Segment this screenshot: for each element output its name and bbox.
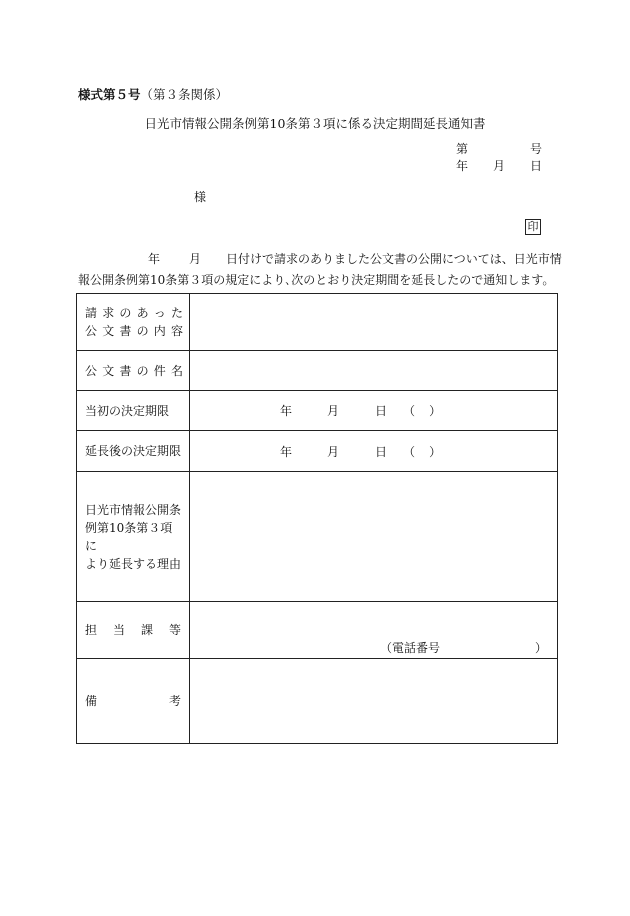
label-document-name: 公 文 書 の 件 名: [77, 351, 190, 391]
row-extended-deadline: [77, 431, 558, 472]
body-text-line-2: 報公開条例第10条第３項の規定により､次のとおり決定期間を延長したので通知します。: [78, 273, 555, 287]
phone-label: （電話番号: [380, 641, 441, 655]
body-month: 月: [189, 252, 202, 266]
label-line-1: 請 求 の あ っ た: [85, 306, 183, 320]
extended-month: 月: [327, 444, 340, 459]
form-number-label: 様式第５号: [78, 87, 141, 102]
label-responsible-section: 担 当 課 等: [77, 602, 190, 659]
value-extended-deadline[interactable]: [190, 431, 558, 472]
extended-day: 日: [375, 444, 388, 459]
label-line-2: 公 文 書 の 内 容: [85, 324, 183, 338]
date-day: 日: [529, 159, 542, 173]
value-extension-reason[interactable]: [190, 472, 558, 602]
initial-month: 月: [327, 404, 340, 418]
body-text-line-1: [148, 250, 562, 267]
phone-number-line: [190, 639, 557, 658]
value-remarks[interactable]: [190, 659, 558, 744]
value-initial-deadline[interactable]: [190, 391, 558, 431]
row-request-content: [77, 294, 558, 351]
row-initial-deadline: [77, 391, 558, 431]
document-date-line: [456, 157, 542, 174]
addressee-honorific: 様: [194, 190, 207, 204]
details-table: [76, 293, 558, 744]
extended-weekday-open: （: [403, 444, 416, 459]
initial-weekday-close: ）: [429, 404, 442, 418]
date-month: 月: [492, 159, 505, 173]
body-year: 年: [148, 252, 161, 266]
row-extension-reason: [77, 472, 558, 602]
form-number: [78, 85, 228, 103]
label-request-content: [77, 294, 190, 351]
initial-year: 年: [280, 404, 293, 418]
value-request-content[interactable]: [190, 294, 558, 351]
label-extension-reason: 日光市情報公開条 例第10条第３項に より延長する理由: [77, 472, 190, 602]
number-prefix: 第: [456, 142, 469, 156]
extended-weekday-close: ）: [429, 444, 442, 459]
initial-day: 日: [375, 404, 388, 418]
row-responsible-section: [77, 602, 558, 659]
row-document-name: [77, 351, 558, 391]
document-title: 日光市情報公開条例第10条第３項に係る決定期間延長通知書: [144, 116, 486, 131]
label-initial-deadline: 当初の決定期限: [77, 391, 190, 431]
phone-close: ）: [534, 641, 547, 655]
number-suffix: 号: [529, 142, 542, 156]
label-extended-deadline: 延長後の決定期限: [77, 431, 190, 472]
seal-mark: 印: [525, 219, 541, 235]
value-document-name[interactable]: [190, 351, 558, 391]
label-remarks: 備 考: [77, 659, 190, 744]
document-number-line: [456, 140, 542, 157]
date-year: 年: [456, 159, 469, 173]
extended-year: 年: [280, 444, 293, 459]
body-text-rest: 日付けで請求のありました公文書の公開については、日光市情: [226, 252, 562, 266]
initial-weekday-open: （: [403, 404, 416, 418]
form-article-ref: （第３条関係）: [140, 87, 229, 102]
row-remarks: [77, 659, 558, 744]
value-responsible-section[interactable]: [190, 602, 558, 659]
